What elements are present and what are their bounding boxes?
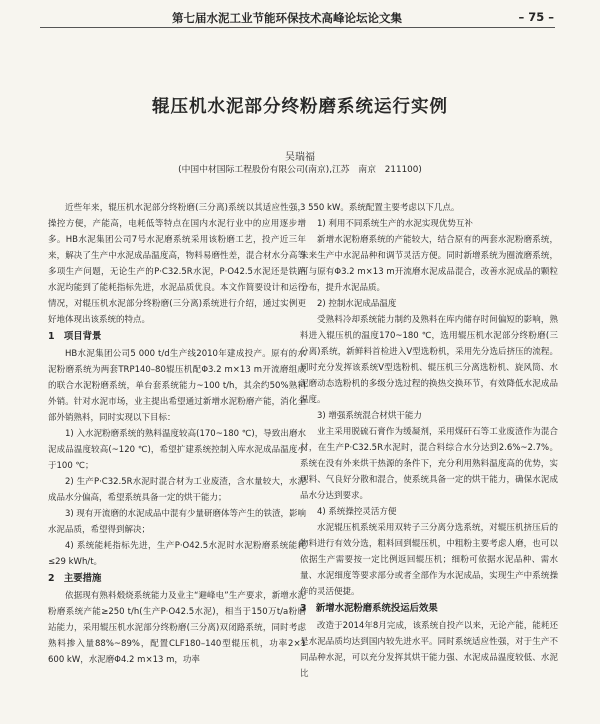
left-column-heading: 2 主要措施 [48,573,102,584]
left-column-paragraph: 2) 生产P·C32.5R水泥时混合材为工业废渣，含水量较大，水泥成品水分偏高，希望系统具备一定的烘干能力； [48,477,306,503]
right-column-paragraph: 4) 系统操控灵活方便 [317,507,397,517]
right-column-paragraph: 受熟料冷却系统能力制约及熟料在库内储存时间偏短的影响，熟料进入辊压机的温度170~180 ℃，选用辊压机水泥部分终粉磨(三分离)系统，新鲜料首检进入V型选粉机，采用先分选后挤压的流程。同时充分发挥该系统V型选粉机、辊压机三分离选粉机、旋风筒、水泥磨动态选粉机的多级分选过程的换热交换环节，有效降低水泥成品温度。 [300,315,558,405]
left-column-heading: 1 项目背景 [48,331,102,342]
right-column-paragraph: 2) 控制水泥成品温度 [317,299,397,309]
right-column-paragraph: 业主采用脱硫石膏作为缓凝剂，采用煤矸石等工业废渣作为混合材，在生产P·C32.5R水泥时，混合料综合水分达到2.6%~2.7%。系统在没有外来烘干热源的条件下，充分利用熟料温度高的优势，实现料、气良好分散和混合，使系统具备一定的烘干能力，确保水泥成品水分达到要求。 [300,427,558,501]
right-column-paragraph: 水泥辊压机系统采用双转子三分离分选系统，对辊压机挤压后的物料进行有效分选，粗料回到辊压机，中粗粉主要考虑人磨，也可以依据生产需要按一定比例返回辊压机；细粉可依据水泥品种、需水量、水泥细度等要求部分或者全部作为水泥成品，实现生产中系统操作的灵活便捷。 [300,523,558,597]
left-column-paragraph: 3) 现有开流磨的水泥成品中混有少量研磨体等产生的铁渣，影响水泥品质，希望得到解决； [48,509,306,535]
conference-title: 第七届水泥工业节能环保技术高峰论坛论文集 [172,11,402,25]
left-column-paragraph: HB水泥集团公司5 000 t/d生产线2010年建成投产。原有的水泥粉磨系统为两套TRP140–80辊压机配Φ3.2 m×13 m开流磨组成的联合水泥粉磨系统，单台套系统能力~100 t/h，其余约50%熟料外销。针对水泥市场，业主提出希望通过新增水泥粉磨产能，消化全部外销熟料，同时实现以下目标： [48,349,306,423]
right-column-paragraph: 3 550 kW。系统配置主要考虑以下几点。 [300,203,460,213]
left-column [48,200,306,668]
right-column-paragraph: 新增水泥粉磨系统的产能较大，结合原有的两套水泥粉磨系统，未来生产中水泥品种和调节灵活方便。同时新增系统为圈流磨系统，可与原有Φ3.2 m×13 m开流磨水泥成品混合，改善水泥成品的颗粒分布，提升水泥品质。 [300,235,558,293]
left-column-paragraph: 依据现有熟料煅烧系统能力及业主“避峰电”生产要求，新增水泥粉磨系统产能≥250 t/h(生产P·O42.5水泥)，相当于150万t/a粉磨站能力，采用辊压机水泥部分终粉磨(三分离)双闭路系统，同时考虑熟料掺入量88%~89%，配置CLF180–140型辊压机，功率2×1 600 kW，水泥磨Φ4.2 m×13 m，功率 [48,591,306,665]
right-column-paragraph: 3) 增强系统混合材烘干能力 [317,411,422,421]
left-column-paragraph: 1) 入水泥粉磨系统的熟料温度较高(170~180 ℃)，导致出磨水泥成品温度较高(~120 ℃)，希望扩建系统控制入库水泥成品温度小于100 ℃； [48,429,306,471]
left-column-paragraph: 近些年来，辊压机水泥部分终粉磨(三分离)系统以其适应性强，操控方便，产能高，电耗低等特点在国内水泥行业中的应用逐步增多。HB水泥集团公司7号水泥磨系统采用该粉磨工艺，投产近三年来，解决了生产中水泥成品温度高，物料易磨性差，混合材水分高等多项生产问题，无论生产的P·C32.5R水泥，P·O42.5水泥还是铁路水泥均能到了能耗指标先进，水泥品质优良。本文作简要设计和运行情况，对辊压机水泥部分终粉磨(三分离)系统进行介绍，通过实例更好地体现出该系统的特点。 [48,203,306,325]
right-column [300,200,558,682]
page-header [64,6,554,28]
affiliation: (中国中材国际工程股份有限公司(南京),江苏 南京 211100) [178,165,422,175]
right-column-heading: 3 新增水泥粉磨系统投运后效果 [300,603,438,614]
page-number: – 75 – [518,10,554,24]
left-column-paragraph: 4) 系统能耗指标先进，生产P·O42.5水泥时水泥粉磨系统能耗≤29 kWh/t。 [48,541,306,567]
author: 吴瑞福 [285,152,315,163]
article-title: 辊压机水泥部分终粉磨系统运行实例 [152,97,448,117]
right-column-paragraph: 1) 利用不同系统生产的水泥实现优势互补 [317,219,473,229]
header-rule [40,27,555,28]
right-column-paragraph: 改造于2014年8月完成，该系统自投产以来，无论产能，能耗还是水泥品质均达到国内较先进水平。同时系统适应性强，对于生产不同品种水泥，可以充分发挥其烘干能力强、水泥成品温度较低、水泥比 [300,621,558,679]
